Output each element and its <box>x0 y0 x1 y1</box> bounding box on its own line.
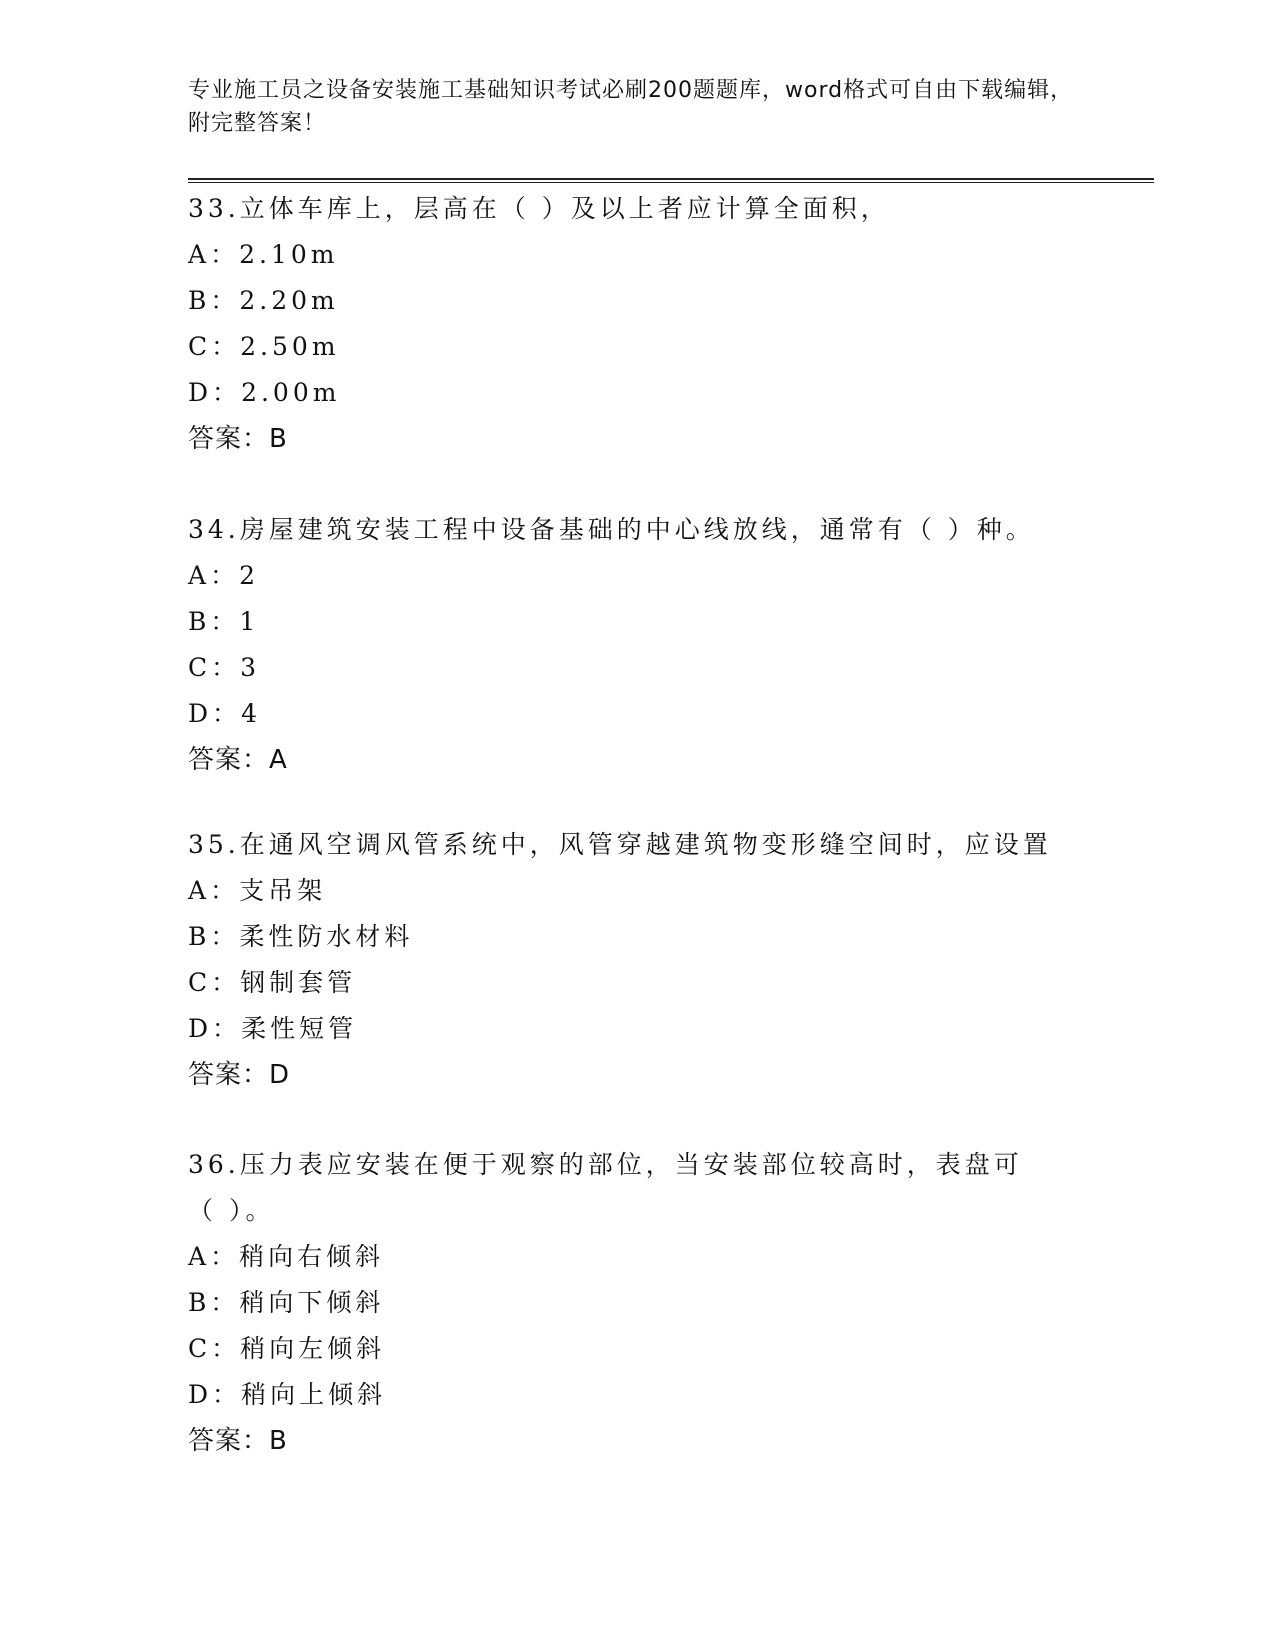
answer-line: 答案：D <box>188 1060 291 1090</box>
option-item <box>188 324 1088 370</box>
option-letter: C <box>188 968 212 997</box>
option-item <box>188 232 1088 278</box>
option-item <box>188 1326 1088 1372</box>
option-separator: ： <box>212 1380 242 1409</box>
option-letter: A <box>188 876 211 905</box>
option-separator: ： <box>211 968 241 997</box>
option-text: 2.20m <box>239 286 339 315</box>
option-separator: ： <box>210 286 240 315</box>
option-text: 1 <box>239 607 260 636</box>
question-block <box>188 507 1088 783</box>
option-text: 支吊架 <box>239 876 327 905</box>
option-separator: ： <box>212 699 242 728</box>
option-text: 2.50m <box>240 332 340 361</box>
option-separator: ： <box>212 378 242 407</box>
option-text: 2 <box>239 561 259 590</box>
option-item <box>188 599 1088 645</box>
option-separator: ： <box>210 876 240 905</box>
option-text: 钢制套管 <box>240 968 357 997</box>
option-item <box>188 553 1088 599</box>
option-text: 柔性短管 <box>241 1014 358 1043</box>
option-item <box>188 868 1088 914</box>
option-letter: D <box>188 378 213 407</box>
option-text: 2.00m <box>241 378 341 407</box>
answer-line: 答案：B <box>188 424 288 454</box>
option-letter: B <box>188 1288 211 1317</box>
option-item <box>188 1234 1088 1280</box>
option-item <box>188 278 1088 324</box>
option-letter: D <box>188 1014 213 1043</box>
option-text: 稍向下倾斜 <box>239 1288 385 1317</box>
option-letter: B <box>188 607 211 636</box>
question-block <box>188 1142 1088 1464</box>
option-item <box>188 914 1088 960</box>
header-divider <box>188 178 1154 183</box>
option-letter: A <box>188 1242 211 1271</box>
option-separator: ： <box>211 332 241 361</box>
option-letter: C <box>188 332 212 361</box>
option-letter: A <box>188 561 211 590</box>
option-separator: ： <box>210 561 240 590</box>
option-separator: ： <box>211 1334 241 1363</box>
option-letter: D <box>188 1380 213 1409</box>
option-letter: A <box>188 240 211 269</box>
option-letter: B <box>188 286 211 315</box>
question-text: 35.在通风空调风管系统中，风管穿越建筑物变形缝空间时，应设置 <box>188 830 1052 859</box>
option-item <box>188 1006 1088 1052</box>
question-text: 34.房屋建筑安装工程中设备基础的中心线放线，通常有（ ）种。 <box>188 515 1035 544</box>
option-text: 2.10m <box>239 240 339 269</box>
option-separator: ： <box>210 922 240 951</box>
option-item <box>188 691 1088 737</box>
option-text: 稍向左倾斜 <box>240 1334 386 1363</box>
option-separator: ： <box>210 1242 240 1271</box>
option-letter: B <box>188 922 211 951</box>
option-item <box>188 960 1088 1006</box>
document-header: 专业施工员之设备安装施工基础知识考试必刷200题题库，word格式可自由下载编辑，附完整答案！ <box>188 78 1074 136</box>
question-block <box>188 186 1088 462</box>
option-text: 稍向右倾斜 <box>239 1242 385 1271</box>
option-letter: D <box>188 699 213 728</box>
option-item <box>188 1280 1088 1326</box>
option-item <box>188 645 1088 691</box>
question-block <box>188 822 1088 1098</box>
option-text: 柔性防水材料 <box>239 922 414 951</box>
answer-line: 答案：A <box>188 745 288 775</box>
option-separator: ： <box>210 240 240 269</box>
answer-line: 答案：B <box>188 1426 288 1456</box>
option-separator: ： <box>210 607 240 636</box>
option-text: 稍向上倾斜 <box>241 1380 387 1409</box>
question-text: 36.压力表应安装在便于观察的部位，当安装部位较高时，表盘可（ ）。 <box>188 1150 1023 1225</box>
question-text: 33.立体车库上，层高在（ ）及以上者应计算全面积， <box>188 194 890 223</box>
option-item <box>188 370 1088 416</box>
option-separator: ： <box>210 1288 240 1317</box>
option-separator: ： <box>212 1014 242 1043</box>
option-text: 4 <box>241 699 261 728</box>
option-text: 3 <box>240 653 261 682</box>
option-separator: ： <box>211 653 241 682</box>
option-item <box>188 1372 1088 1418</box>
option-letter: C <box>188 1334 212 1363</box>
option-letter: C <box>188 653 212 682</box>
